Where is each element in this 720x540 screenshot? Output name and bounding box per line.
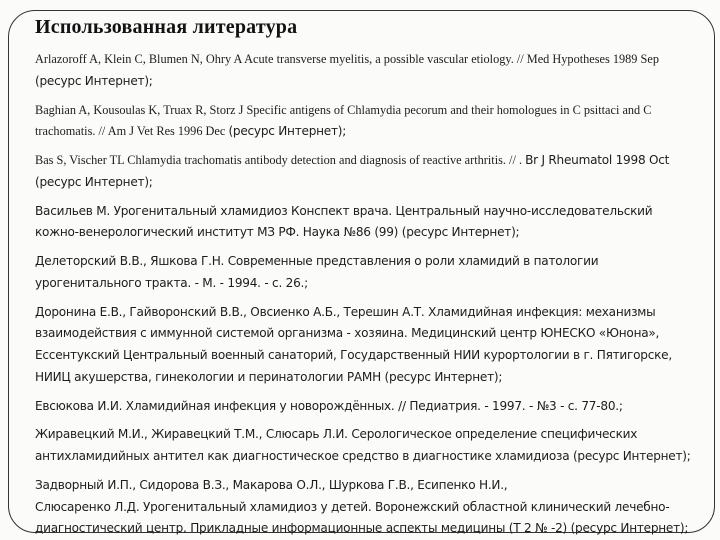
bibliography-entry: [35, 99, 691, 143]
entry-text: Делеторский В.В., Яшкова Г.Н. Современные представления о роли хламидий в патологии урогенитального тракта. - М. - 1994. - с. 26.;: [35, 254, 599, 290]
page-title: Использованная литература: [35, 16, 298, 38]
entry-text: Baghian A, Kousoulas K, Truax R, Storz J Specific antigens of Chlamydia pecorum and their homologues in C psittaci and C trachomatis. // Am J Vet Res 1996 Dec: [35, 102, 652, 139]
entry-text: Слюсаренко Л.Д. Урогенитальный хламидиоз у детей. Воронежский областной клинический лечебно-диагностический центр. Прикладные информационные аспекты медицины (Т 2 № -2) (ресурс Интернет);: [35, 499, 689, 536]
entry-text: Васильев М. Урогенитальный хламидиоз Конспект врача. Центральный научно-исследовательский кожно-венерологический институт МЗ РФ. Наука №86 (99) (ресурс Интернет);: [35, 203, 653, 240]
bibliography-entry: [35, 149, 691, 193]
entry-text: (ресурс Интернет);: [35, 73, 153, 88]
entry-text: Доронина Е.В., Гайворонский В.В., Овсиенко А.Б., Терешин А.Т. Хламидийная инфекция: механизмы взаимодействия с иммунной системой организма - хозяина. Медицинский центр ЮНЕСКО «Юнона», Ессентукский Центральный военный санаторий, Государственный НИИ курортологии в г. Пятигорске, НИИЦ акушерства, гинекологии и перинатологии РАМН (ресурс Интернет);: [35, 304, 672, 384]
bibliography-entry: [35, 395, 691, 417]
entry-text: Br J Rheumatol 1998 Oct (ресурс Интернет);: [35, 153, 670, 189]
entry-text: Arlazoroff A, Klein C, Blumen N, Ohry A Acute transverse myelitis, a possible vascular etiology. // Med Hypotheses 1989 Sep: [35, 52, 659, 66]
bibliography-entry: [35, 200, 691, 244]
bibliography-entry: [35, 48, 691, 92]
bibliography-entry: [35, 474, 691, 539]
bibliography-entry: [35, 301, 691, 388]
slide-content: [35, 16, 691, 540]
entry-text: Евсюкова И.И. Хламидийная инфекция у новорождённых. // Педиатрия. - 1997. - №3 - с. 77-80.;: [35, 398, 623, 413]
bibliography-list: [35, 48, 691, 539]
entry-text: Bas S, Vischer TL Chlamydia trachomatis antibody detection and diagnosis of reactive arthritis. // .: [35, 153, 526, 167]
bibliography-entry: [35, 250, 691, 294]
entry-text: (ресурс Интернет);: [228, 124, 347, 139]
entry-text: Жиравецкий М.И., Жиравецкий Т.М., Слюсарь Л.И. Серологическое определение специфических антихламидийных антител как диагностическое средство в диагностике хламидиоза (ресурс Интернет);: [35, 427, 691, 463]
bibliography-entry: [35, 423, 691, 467]
entry-text: Задворный И.П., Сидорова В.З., Макарова О.Л., Шуркова Г.В., Есипенко Н.И.,: [35, 477, 508, 492]
